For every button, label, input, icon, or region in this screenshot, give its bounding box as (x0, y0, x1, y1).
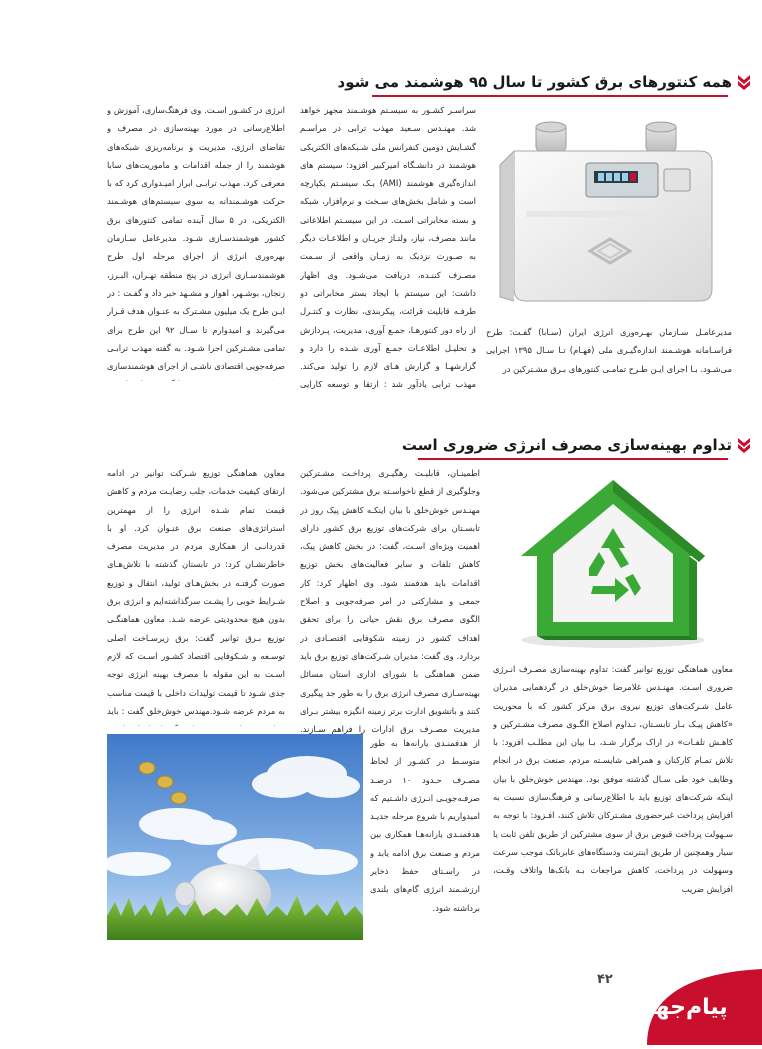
article1-column-left: انرژی در کشـور اسـت. وی فرهنگ‌سازی، آموزش و اطلاع‌رسانی در مورد بهینه‌سازی در مصرف و تقاضای انرژی، مدیریت و برنامه‌ریزی شبکه‌های هوشمند را از جمله اقدامات و ماموریت‌های سابا معرفی کرد. مهذب ترابـی ابراز امیـدواری کرد که با حرکت هوشـمندانه به سوی سیستم‌های هوشـمند الکتریکی، در ۵ سال آینده تمامی کنتورهای برق کشور هوشمندسـازی شـود. مدیرعامل سـازمان بهره‌وری انرژی از اجرای مرحله اول طرح هوشمندسـازی انرژی در پنج منطقه تهـران، البـرز، زنجان، بوشـهر، اهواز و مشـهد خبر داد و گفـت : در ایـن طرح یک میلیون مشـترک به عنـوان هدف قـرار می‌گیرند و امیدوارم تا سـال ۹۲ این طرح برای تمامی مشـترکین اجرا شـود. به گفته مهذب ترابـی صرفه‌جویی اقتصادی ناشـی از اجرای هوشمندسازی (107, 105, 285, 372)
article2-column-middle-bottom: از هدفمنـدی یارانه‌ها به طور متوسـط در کشـور از لحاظ مصـرف حـدود ۱۰ درصـد صرفـه‌جویـی انـرژی داشـتیم که امیدواریم با شروع مرحله جدیـد هدفمنـدی یارانه‌هـا همکاری بین مردم و صنعت برق ادامه یابد و در راسـتای حفظ ذخایر ارزشـمند انرژی گام‌های بلندی برداشته شود. (370, 738, 480, 913)
article2-column-left: معاون هماهنگی توزیع شـرکت توانیر در ادامه ارتقای کیفیت خدمات، جلب رضایـت مردم و کاهش قیمت تمام شـده انرژی را از مهمترین استراتژی‌های صنعت برق عنـوان کرد. او با قدردانـی از همکاری مردم در مدیریت مصرف خاطرنشـان کرد: در تابستان گذشته با تلاش‌هـای صورت گرفتـه در بخش‌هـای تولید، انتقال و توزیع شـرایط خوبی را پشـت سرگذاشته‌ایم و انرژی برق بدون هیچ محدودیتی عرضه شـد. معاون هماهنگـی توزیع بـرق توانیر گفت: برق زیرسـاخت اصلی توسـعه و شـکوفایی اقتصاد کشـور اسـت که لازم اسـت به این مقوله با مصرف بهینه انرژی توجه جدی شـود تا قیمت تولیدات داخلی با قیمت مناسب به مردم عرضه شـود.مهندس خوش‌خلق گفت : باید (107, 468, 285, 716)
article1-image-caption: مدیرعامـل سـازمان بهـره‌وری انرژی ایران (سـابا) گفـت: طرح فراسـامانه هوشـمند اندازه‌گیـری ملی (فهـام) تـا سـال ۱۳۹۵ اجرایی می‌شـود. بـا اجرای ایـن طـرح تمامـی کنتورهای بـرق مشـترکین در (486, 327, 732, 374)
gas-meter-image (486, 101, 732, 317)
piggy-bank-photo (107, 734, 363, 940)
article2-title-underline (418, 458, 728, 460)
magazine-logo-text: پیام‌جهت (632, 995, 728, 1020)
article2-title: تداوم بهینه‌سازی مصرف انرژی ضروری است (401, 436, 732, 454)
article2-column-right: معاون هماهنگی توزیع توانیر گفت: تداوم بهینه‌سازی مصـرف انـرژی ضروری اسـت. مهنـدس غلامرضا خوش‌خلق در گردهمایی مدیران عامل شـرکت‌های توزیع نیروی برق مرکز کشور که با محوریت «کاهش پیـک بـار تابسـتان، تـداوم اصلاح الگـوی مصرف مشـترکین و کاهـش تلفـات» در اراک برگزار شـد، بـا بیان این مطلـب افزود: با تلاش تمـام کارکنان و همراهی شایسـته مردم، صنعت برق در انجام وظایف خود طی سـال گذشته موفق بود. مهندس خوش‌خلق با بیان اینکه شرکت‌های توزیع باید با اطلاع‌رسانی و فرهنگ‌سازی نسبت به افزایش پرداخت غیرحضوری مشـترکان تلاش کنند، افـزود: با توجه به سـهولت پرداخت قبوض برق از سوی مشترکین از طریق تلفن ثابت یا سیار وهمچنین از طریق اینترنت ودستگاه‌های عابربانک موجب سرعت وسهولت در پرداخت، کاهش مراجعات بـه بانک‌ها واتلاف وقـت، افزایش ضریب (493, 664, 733, 894)
page-number: ۴۲ (597, 972, 613, 987)
green-house-recycle-image (493, 464, 733, 654)
article1-title-underline (372, 95, 728, 97)
article1-column-middle: سراسـر کشـور به سیسـتم هوشـمند مجهز خواهد شد. مهنـدس سـعید مهذب ترابی در مراسـم گشـایش دومین کنفرانس ملی شـبکه‌های الکتریکی هوشمند در دانشـگاه امیرکبیر افزود: سیستم های اندازه‌گیری هوشمند (AMI) یـک سیسـتم یکپارچه است و شامل بخش‌های سـخت و نرم‌افزار، شبکه و بسته مخابراتی اسـت. در این سیسـتم اطلاعاتی مانند مصرف، نیاز، ولتـاژ جریـان و اطلاعـات دیگر به صـورت نزدیک به زمـان واقعی از سـمت مصـرف کننـده، دریافت می‌شـود. وی اظهار داشت: این سیستم با ایجاد بستر مخابراتی دو طرفـه قابلیت قرائت، پیکربندی، نظارت و کنتـرل از راه دور کنتورهـا، جمـع آوری، مدیریت، پـردازش و تحلیـل اطلاعـات جمـع آوری شـده را دارد و گزارشهـا و گزارش هـای لازم را تولید می‌کند. مهذب ترابی یادآور شد : ارتقا و توسعه کارایی (300, 105, 476, 390)
article1-title: همه کنتورهای برق کشور تا سال ۹۵ هوشمند می شود (337, 73, 732, 91)
article2-column-middle-top: اطمینـان، قابلیـت رهگیـری پرداخـت مشـترکین وجلوگیری از قطع ناخواسـته برق مشترکین می‌شود. مهنـدس خوش‌خلق با بیان اینکـه کاهش پیک روز در تابسـتان برای شرکت‌های توزیع برق کشور دارای اهمیت ویژه‌ای اسـت، گفت: در بخش کاهش پیک، کاهش تلفات و سایر فعالیت‌های بخش توزیع اقدامات باید هدفمند شود. وی اظهار کرد: کار جمعی و مشارکتی در امر صرفه‌جویی و اصلاح الگوی مصرف برق نقش حیاتی را برای تحقق اهداف کشور در زمینه شکوفایی اقتصـادی در بردارد. وی گفت: مدیران شـرکت‌های توزیع برق باید ضمن هماهنگی با شورای اداری استان مسائل بهینه‌سـازی مصرف انرژی برق را به طور جد پیگیری کنند و باتشویق ادارت برتر زمینه انگیزه بیشتر بـرای مدیریت مصـرف برق ادارات را فراهم سـازند. (300, 468, 480, 734)
section-marker-icon (736, 73, 752, 91)
section-marker-icon-2 (736, 436, 752, 454)
